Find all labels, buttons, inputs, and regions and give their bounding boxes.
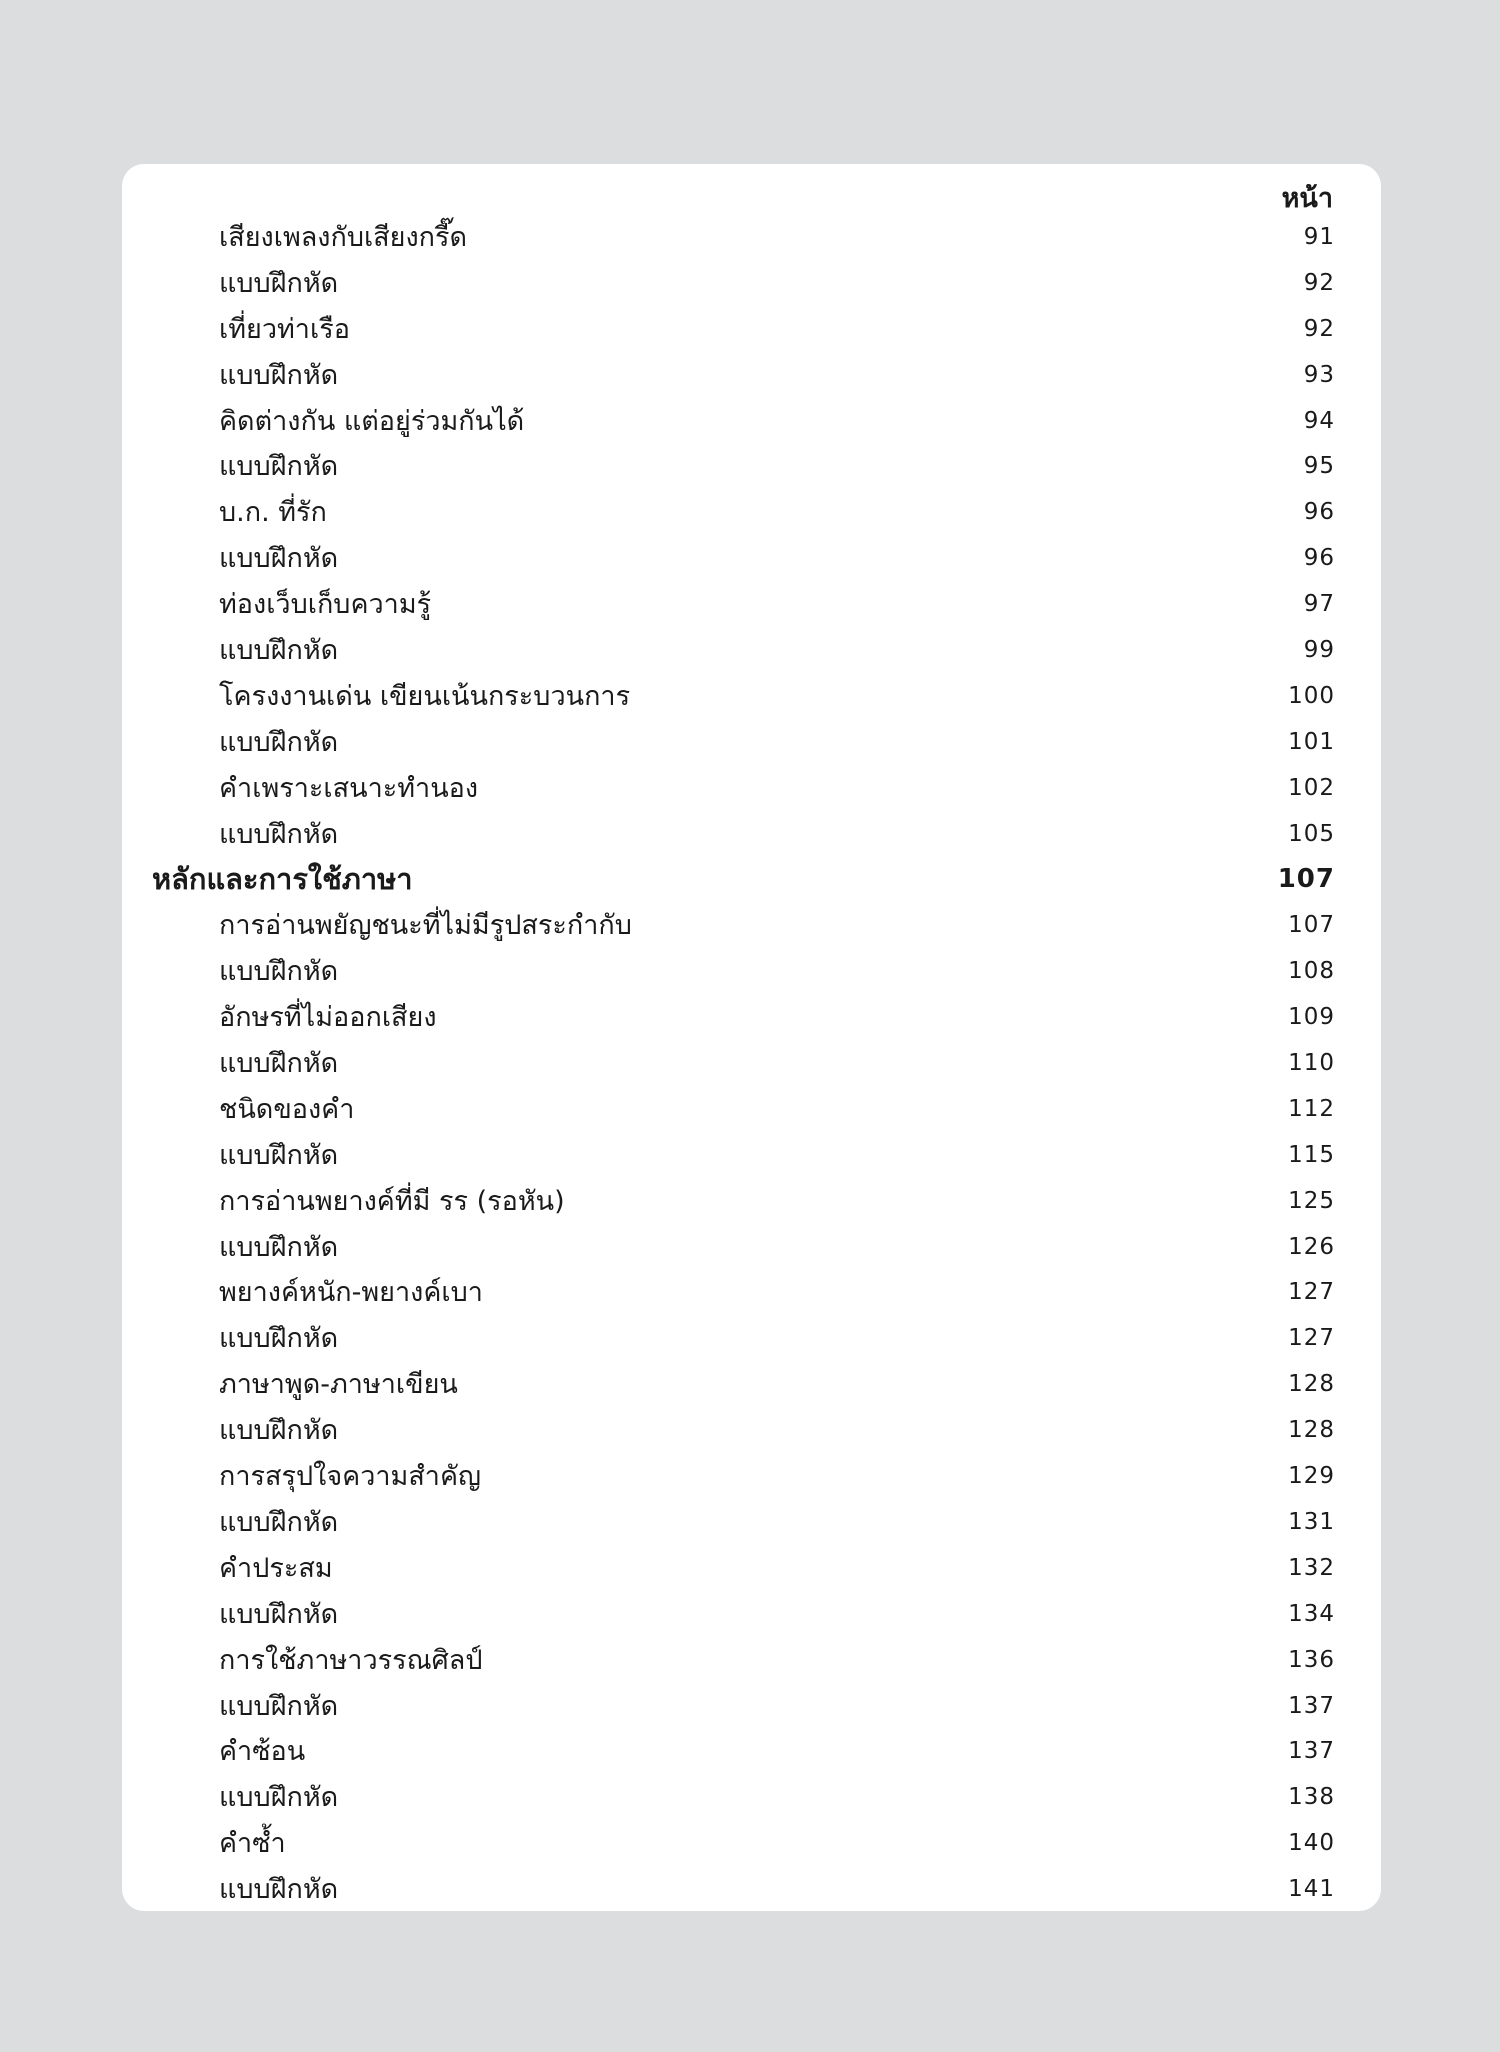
toc-entry-title: ภาษาพูด-ภาษาเขียน bbox=[219, 1369, 458, 1401]
toc-entry-title: เที่ยวท่าเรือ bbox=[219, 313, 350, 345]
toc-entry-title: แบบฝึกหัด bbox=[219, 818, 339, 850]
toc-page-number: 109 bbox=[1288, 1004, 1335, 1031]
toc-entry-row bbox=[122, 812, 1381, 858]
toc-page-number: 93 bbox=[1303, 361, 1335, 388]
toc-entry-row bbox=[122, 766, 1381, 812]
toc-page-number: 137 bbox=[1288, 1738, 1335, 1765]
toc-entry-row bbox=[122, 353, 1381, 399]
toc-page-number: 141 bbox=[1288, 1876, 1335, 1903]
toc-section-row bbox=[122, 857, 1381, 903]
toc-entry-row bbox=[122, 307, 1381, 353]
toc-entry-title: คำประสม bbox=[219, 1552, 333, 1584]
toc-entry-row bbox=[122, 1775, 1381, 1821]
toc-entry-row bbox=[122, 1225, 1381, 1271]
toc-entry-title: แบบฝึกหัด bbox=[219, 726, 339, 758]
toc-entry-title: การอ่านพยางค์ที่มี รร (รอหัน) bbox=[219, 1185, 565, 1217]
toc-entry-title: แบบฝึกหัด bbox=[219, 1415, 339, 1447]
toc-entry-row bbox=[122, 261, 1381, 307]
toc-page-number: 128 bbox=[1288, 1371, 1335, 1398]
toc-entry-row bbox=[122, 1638, 1381, 1684]
toc-entry-title: พยางค์หนัก-พยางค์เบา bbox=[219, 1277, 483, 1309]
toc-entry-row bbox=[122, 1684, 1381, 1730]
toc-page-number: 105 bbox=[1288, 820, 1335, 847]
toc-entry-row bbox=[122, 1454, 1381, 1500]
toc-entry-title: แบบฝึกหัด bbox=[219, 1690, 339, 1722]
toc-page-number: 99 bbox=[1303, 637, 1335, 664]
toc-entry-title: บ.ก. ที่รัก bbox=[219, 497, 327, 529]
toc-entry-row bbox=[122, 1316, 1381, 1362]
toc-entry-row bbox=[122, 1500, 1381, 1546]
toc-entry-title: การอ่านพยัญชนะที่ไม่มีรูปสระกำกับ bbox=[219, 910, 632, 942]
toc-section-title: หลักและการใช้ภาษา bbox=[152, 862, 413, 897]
toc-entry-title: คำซ้อน bbox=[219, 1736, 306, 1768]
toc-entry-row bbox=[122, 1821, 1381, 1867]
toc-page-number: 138 bbox=[1288, 1784, 1335, 1811]
toc-entry-row bbox=[122, 1729, 1381, 1775]
toc-entry-title: แบบฝึกหัด bbox=[219, 1231, 339, 1263]
toc-entry-title: คำซ้ำ bbox=[219, 1828, 286, 1860]
toc-page-number: 140 bbox=[1288, 1830, 1335, 1857]
toc-page-number: 137 bbox=[1288, 1692, 1335, 1719]
toc-entry-title: แบบฝึกหัด bbox=[219, 451, 339, 483]
toc-page-number: 96 bbox=[1303, 499, 1335, 526]
toc-entry-title: แบบฝึกหัด bbox=[219, 1048, 339, 1080]
toc-page-number: 91 bbox=[1303, 224, 1335, 250]
toc-entry-row bbox=[122, 628, 1381, 674]
toc-entry-row bbox=[122, 1592, 1381, 1638]
toc-entry-title: ชนิดของคำ bbox=[219, 1093, 355, 1125]
toc-page-number: 131 bbox=[1288, 1508, 1335, 1535]
toc-entry-title: แบบฝึกหัด bbox=[219, 359, 339, 391]
toc-entry-title: คำเพราะเสนาะทำนอง bbox=[219, 772, 479, 804]
toc-entry-title: แบบฝึกหัด bbox=[219, 956, 339, 988]
toc-entry-title: แบบฝึกหัด bbox=[219, 1323, 339, 1355]
toc-entry-row bbox=[122, 1362, 1381, 1408]
toc-entry-row bbox=[122, 1179, 1381, 1225]
toc-entry-title: โครงงานเด่น เขียนเน้นกระบวนการ bbox=[219, 680, 631, 712]
toc-page-number: 125 bbox=[1288, 1187, 1335, 1214]
toc-page-number: 102 bbox=[1288, 774, 1335, 801]
toc-entry-title: อักษรที่ไม่ออกเสียง bbox=[219, 1002, 437, 1034]
toc-entry-row bbox=[122, 1546, 1381, 1592]
toc-page-number: 94 bbox=[1303, 407, 1335, 434]
toc-page-number: 126 bbox=[1288, 1233, 1335, 1260]
toc-entry-title: คิดต่างกัน แต่อยู่ร่วมกันได้ bbox=[219, 405, 525, 437]
toc-page-number: 128 bbox=[1288, 1417, 1335, 1444]
toc-entry-title: เสียงเพลงกับเสียงกรี๊ด bbox=[219, 222, 468, 253]
toc-page-card bbox=[122, 164, 1381, 1911]
toc-page-number: 132 bbox=[1288, 1554, 1335, 1581]
toc-page-number: 107 bbox=[1288, 912, 1335, 939]
toc-page-number: 134 bbox=[1288, 1600, 1335, 1627]
toc-entry-row bbox=[122, 1133, 1381, 1179]
toc-entry-title: แบบฝึกหัด bbox=[219, 1782, 339, 1814]
toc-page-number: 100 bbox=[1288, 682, 1335, 709]
toc-entry-row bbox=[122, 903, 1381, 949]
toc-entry-title: แบบฝึกหัด bbox=[219, 1139, 339, 1171]
toc-entry-row bbox=[122, 1408, 1381, 1454]
toc-page-number: 97 bbox=[1303, 591, 1335, 618]
toc-entry-row bbox=[122, 490, 1381, 536]
toc-entry-row bbox=[122, 1041, 1381, 1087]
toc-page-number: 127 bbox=[1288, 1279, 1335, 1306]
toc-entry-title: แบบฝึกหัด bbox=[219, 1874, 339, 1906]
toc-page-number: 96 bbox=[1303, 545, 1335, 572]
toc-page-number: 95 bbox=[1303, 453, 1335, 480]
toc-entry-title: แบบฝึกหัด bbox=[219, 543, 339, 575]
table-of-contents bbox=[122, 215, 1381, 1913]
toc-page-number: 129 bbox=[1288, 1463, 1335, 1490]
toc-entry-row bbox=[122, 1087, 1381, 1133]
toc-page-number: 108 bbox=[1288, 958, 1335, 985]
toc-entry-title: ท่องเว็บเก็บความรู้ bbox=[219, 589, 432, 621]
toc-page-number: 101 bbox=[1288, 728, 1335, 755]
toc-entry-row bbox=[122, 399, 1381, 445]
toc-entry-title: การสรุปใจความสำคัญ bbox=[219, 1461, 482, 1493]
toc-entry-row bbox=[122, 1270, 1381, 1316]
toc-entry-row bbox=[122, 674, 1381, 720]
toc-page-number: 115 bbox=[1288, 1141, 1335, 1168]
toc-page-number: 112 bbox=[1288, 1095, 1335, 1122]
toc-entry-title: การใช้ภาษาวรรณศิลป์ bbox=[219, 1644, 483, 1676]
toc-entry-title: แบบฝึกหัด bbox=[219, 635, 339, 667]
toc-page-number: 127 bbox=[1288, 1325, 1335, 1352]
toc-entry-title: แบบฝึกหัด bbox=[219, 1506, 339, 1538]
toc-page-number: 92 bbox=[1303, 269, 1335, 296]
toc-entry-row bbox=[122, 720, 1381, 766]
toc-entry-row bbox=[122, 536, 1381, 582]
page-column-header: หน้า bbox=[1281, 183, 1333, 214]
toc-page-number: 110 bbox=[1288, 1050, 1335, 1077]
toc-entry-title: แบบฝึกหัด bbox=[219, 1598, 339, 1630]
toc-entry-row bbox=[122, 995, 1381, 1041]
toc-entry-row bbox=[122, 582, 1381, 628]
toc-entry-row bbox=[122, 949, 1381, 995]
toc-entry-title: แบบฝึกหัด bbox=[219, 267, 339, 299]
toc-page-number: 136 bbox=[1288, 1646, 1335, 1673]
toc-entry-row bbox=[122, 215, 1381, 261]
toc-entry-row bbox=[122, 444, 1381, 490]
toc-entry-row bbox=[122, 1867, 1381, 1913]
toc-page-number: 92 bbox=[1303, 315, 1335, 342]
toc-page-number: 107 bbox=[1277, 864, 1335, 895]
